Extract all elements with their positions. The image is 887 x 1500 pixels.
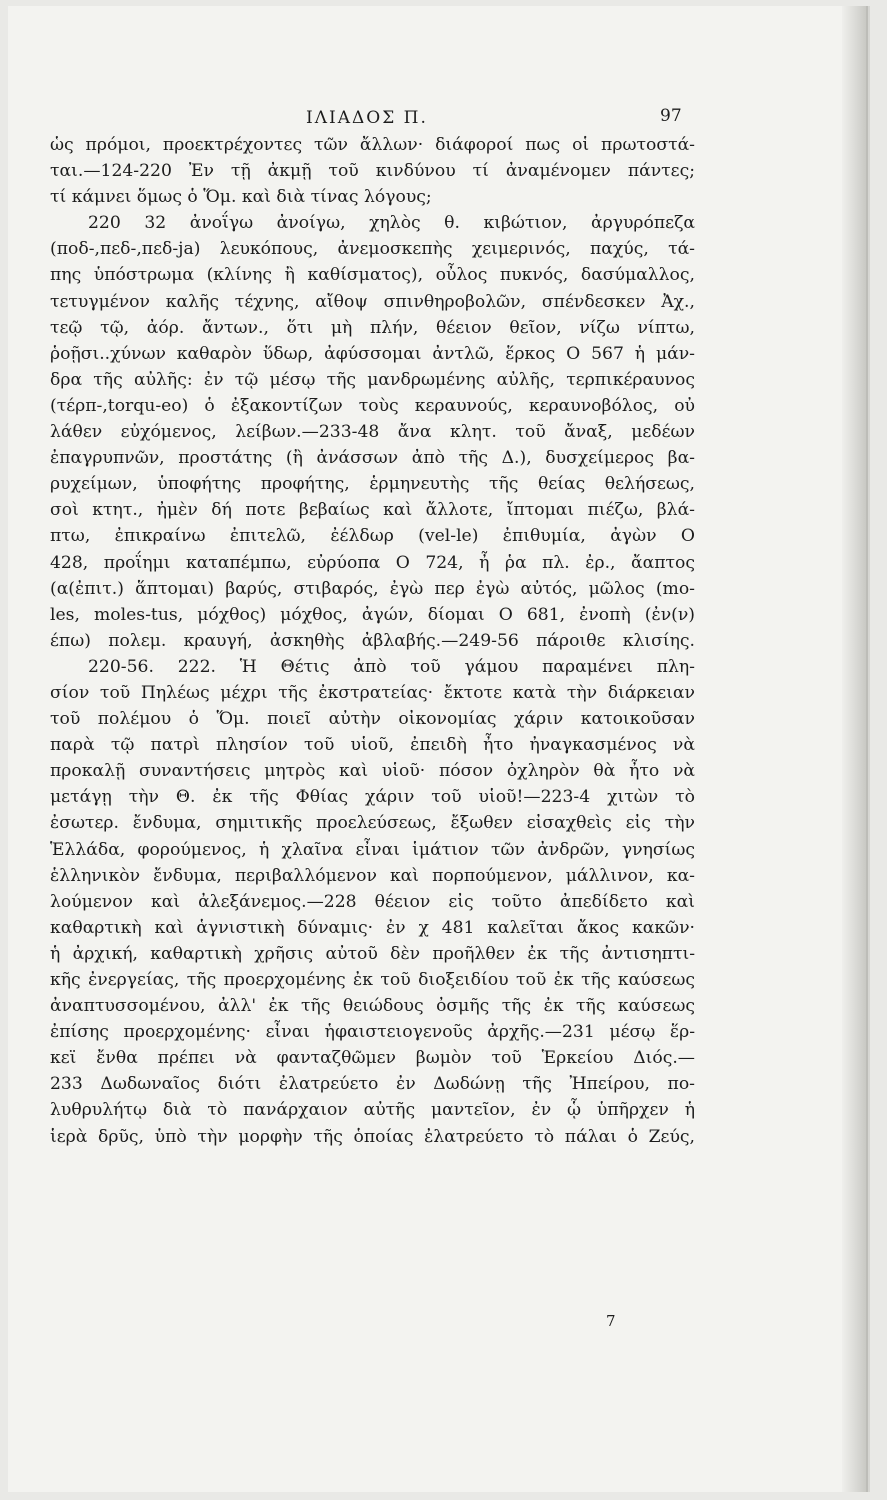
text-line: σοὶ κτητ., ἠμὲν δή ποτε βεβαίως καὶ ἄλλοτε, ἴπτομαι πιέζω, βλά-: [50, 500, 695, 521]
text-line: ἑλληνικὸν ἔνδυμα, περιβαλλόμενον καὶ πορπούμενον, μάλλινον, κα-: [50, 865, 695, 886]
text-line: κεϊ ἔνθα πρέπει νὰ φανταζθῶμεν βωμὸν τοῦ Ἑρκείου Διός.—: [50, 1048, 695, 1069]
commentary-text: [50, 132, 695, 1150]
text-line: 220-56. 222. Ἡ Θέτις ἀπὸ τοῦ γάμου παραμένει πλη-: [88, 656, 695, 677]
text-line: προκαλῇ συναντήσεις μητρὸς καὶ υἱοῦ· πόσον ὀχληρὸν θὰ ἦτο νὰ: [50, 761, 695, 782]
text-line: πτω, ἐπικραίνω ἐπιτελῶ, ἐέλδωρ (vel-le) ἐπιθυμία, ἀγὼν Ο: [50, 526, 695, 547]
text-line: καθαρτικὴ καὶ ἁγνιστικὴ δύναμις· ἐν χ 481 καλεῖται ἄκος κακῶν·: [50, 917, 695, 938]
text-line: les, moles-tus, μόχθος) μόχθος, ἀγών, δίομαι Ο 681, ἐνοπὴ (ἐν(ν): [50, 604, 695, 625]
text-line: ἀναπτυσσομένου, ἀλλ' ἐκ τῆς θειώδους ὀσμῆς τῆς ἐκ τῆς καύσεως: [50, 996, 695, 1017]
text-line: πης ὑπόστρωμα (κλίνης ἢ καθίσματος), οὖλος πυκνός, δασύμαλλος,: [50, 265, 695, 286]
text-line: λάθεν εὐχόμενος, λείβων.—233-48 ἄνα κλητ. τοῦ ἄναξ, μεδέων: [50, 422, 695, 443]
running-title: ΙΛΙΑΔΟΣ Π.: [306, 108, 428, 128]
page-binding-edge: [842, 6, 866, 1492]
text-line: ἐσωτερ. ἔνδυμα, σημιτικῆς προελεύσεως, ἔξωθεν εἰσαχθεὶς εἰς τὴν: [50, 813, 695, 834]
text-line: τοῦ πολέμου ὁ Ὅμ. ποιεῖ αὐτὴν οἰκονομίας χάριν κατοικοῦσαν: [50, 709, 695, 730]
text-line: ἐπαγρυπνῶν, προστάτης (ἢ ἀνάσσων ἀπὸ τῆς Δ.), δυσχείμερος βα-: [50, 448, 695, 469]
text-line: μετάγῃ τὴν Θ. ἐκ τῆς Φθίας χάριν τοῦ υἱοῦ!—223-4 χιτὼν τὸ: [50, 787, 695, 808]
text-line: ὡς πρόμοι, προεκτρέχοντες τῶν ἄλλων· διάφοροί πως οἱ πρωτοστά-: [50, 135, 695, 155]
page-number: 97: [660, 106, 682, 126]
text-line: ρυχείμων, ὑποφήτης προφήτης, ἑρμηνευτὴς τῆς θείας θελήσεως,: [50, 474, 695, 495]
text-line: ῥοῇσι..χύνων καθαρὸν ὕδωρ, ἀφύσσομαι ἀντλῶ, ἕρκος Ο 567 ἡ μάν-: [50, 343, 695, 364]
text-line: τετυγμένον καλῆς τέχνης, αἴθοψ σπινθηροβολῶν, σπένδεσκεν Ἀχ.,: [50, 291, 695, 312]
text-line: (α(ἐπιτ.) ἅπτομαι) βαρύς, στιβαρός, ἐγὼ περ ἐγὼ αὐτός, μῶλος (mo-: [50, 578, 695, 599]
text-line: (τέρπ-,torqu-eo) ὁ ἐξακοντίζων τοὺς κεραυνούς, κεραυνοβόλος, οὐ: [50, 395, 695, 416]
text-line: λυθρυλήτῳ διὰ τὸ πανάρχαιον αὐτῆς μαντεῖον, ἐν ᾧ ὑπῆρχεν ἡ: [50, 1100, 695, 1121]
text-line: Ἑλλάδα, φορούμενος, ἡ χλαῖνα εἶναι ἱμάτιον τῶν ἀνδρῶν, γνησίως: [50, 839, 695, 860]
text-line: τί κάμνει ὅμως ὁ Ὅμ. καὶ διὰ τίνας λόγους;: [50, 187, 432, 208]
text-line: ἡ ἀρχική, καθαρτικὴ χρῆσις αὐτοῦ δὲν προῆλθεν ἐκ τῆς ἀντισηπτι-: [50, 943, 695, 964]
text-line: δρα τῆς αὐλῆς: ἐν τῷ μέσῳ τῆς μανδρωμένης αὐλῆς, τερπικέραυνος: [50, 369, 695, 390]
text-line: τεῷ τῷ, ἀόρ. ἄντων., ὅτι μὴ πλήν, θέειον θεῖον, νίζω νίπτω,: [50, 317, 695, 338]
text-line: λούμενον καὶ ἀλεξάνεμος.—228 θέειον εἰς τοῦτο ἀπεδίδετο καὶ: [50, 891, 695, 912]
text-line: 428, προΐημι καταπέμπω, εὐρύοπα Ο 724, ἦ ῥα πλ. ἐρ., ἄαπτος: [50, 552, 695, 573]
text-line: 220 32 ἀνοΐγω ἀνοίγω, χηλὸς θ. κιβώτιον, ἀργυρόπεζα: [88, 213, 695, 234]
text-line: ται.—124-220 Ἐν τῇ ἀκμῇ τοῦ κινδύνου τί ἀναμένομεν πάντες;: [50, 161, 695, 182]
book-page: [8, 6, 868, 1492]
signature-mark: 7: [606, 1312, 616, 1330]
text-line: παρὰ τῷ πατρὶ πλησίον τοῦ υἱοῦ, ἐπειδὴ ἦτο ἠναγκασμένος νὰ: [50, 735, 695, 756]
text-line: (ποδ-,πεδ-,πεδ-ja) λευκόπους, ἀνεμοσκεπὴς χειμερινός, παχύς, τά-: [50, 239, 695, 260]
text-line: σίον τοῦ Πηλέως μέχρι τῆς ἐκστρατείας· ἔκτοτε κατὰ τὴν διάρκειαν: [50, 682, 695, 703]
text-line: ἱερὰ δρῦς, ὑπὸ τὴν μορφὴν τῆς ὁποίας ἐλατρεύετο τὸ πάλαι ὁ Ζεύς,: [50, 1126, 695, 1147]
text-line: ἐπίσης προερχομένης· εἶναι ἡφαιστειογενοῦς ἀρχῆς.—231 μέσῳ ἕρ-: [50, 1022, 695, 1043]
text-line: κῆς ἐνεργείας, τῆς προερχομένης ἐκ τοῦ διοξειδίου τοῦ ἐκ τῆς καύσεως: [50, 970, 695, 990]
text-line: 233 Δωδωναῖος διότι ἐλατρεύετο ἐν Δωδώνῃ τῆς Ἠπείρου, πο-: [50, 1074, 695, 1095]
text-line: έπω) πολεμ. κραυγή, ἀσκηθὴς ἀβλαβής.—249-56 πάροιθε κλισίης.: [50, 630, 695, 651]
